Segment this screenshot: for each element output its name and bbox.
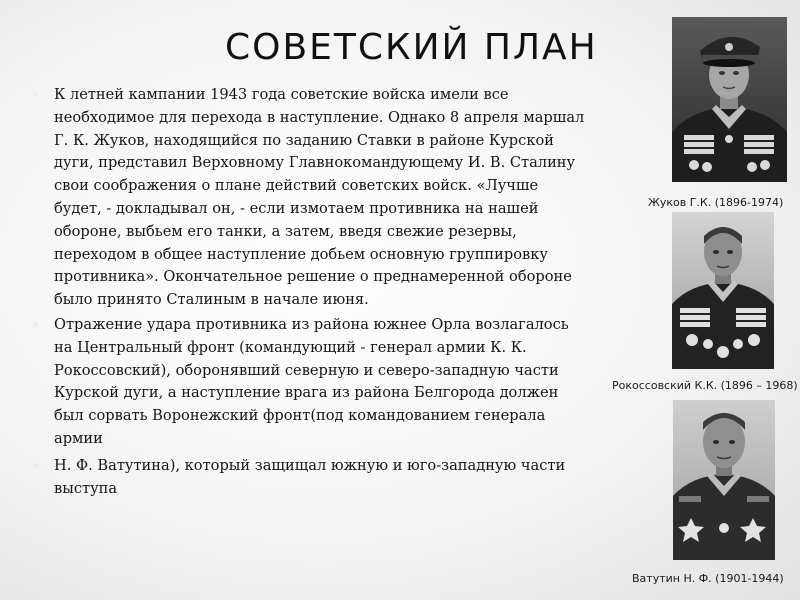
paragraph-2-text: Отражение удара противника из района южнее Орла возлагалось на Центральный фронт (командующий - генерал армии К. К. Рокоссовский), оборонявший северную и северо-западную части Курской дуги, а наступление врага из района Белгорода должен был сорвать Воронежский фронт(под командованием генерала армии — [54, 315, 569, 447]
bullet-icon: ◦ — [32, 458, 40, 473]
caption-vatutin: Ватутин Н. Ф. (1901-1944) — [632, 572, 784, 585]
paragraph-1 — [28, 84, 586, 312]
bullet-icon: ◦ — [32, 88, 40, 102]
paragraph-3 — [28, 455, 586, 501]
portrait-zhukov-icon — [672, 17, 787, 182]
caption-rokossovsky: Рокоссовский К.К. (1896 – 1968) — [612, 379, 798, 392]
slide-title: СОВЕТСКИЙ ПЛАН — [225, 27, 598, 68]
portrait-vatutin-icon — [673, 400, 775, 560]
bullet-icon: ◦ — [32, 317, 40, 332]
body-text — [28, 84, 586, 500]
paragraph-1-text: К летней кампании 1943 года советские войска имели все необходимое для перехода в наступление. Однако 8 апреля маршал Г. К. Жуков, находящийся по заданию Ставки в районе Курской дуги, представил Верховному Главнокомандующему И. В. Сталину свои соображения о плане действий советских войск. «Лучше будет, - докладывал он, - если измотаем противника на нашей обороне, выбьем его танки, а затем, введя свежие резервы, переходом в общее наступление добьем основную группировку противника». Окончательное решение о преднамеренной обороне было принято Сталиным в начале июня. — [54, 86, 585, 309]
paragraph-2 — [28, 314, 586, 451]
portrait-rokossovsky-icon — [672, 212, 774, 369]
caption-zhukov: Жуков Г.К. (1896-1974) — [648, 196, 784, 209]
paragraph-3-text: Н. Ф. Ватутина), который защищал южную и юго-западную части выступа — [54, 456, 566, 497]
